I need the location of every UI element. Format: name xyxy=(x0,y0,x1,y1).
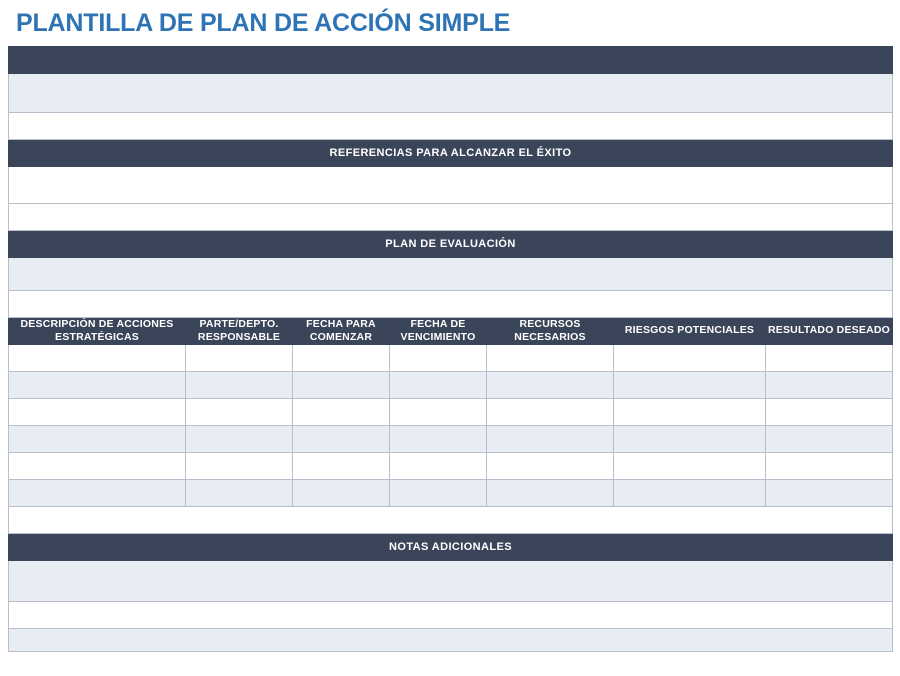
spacer xyxy=(9,112,893,139)
evaluation-plan-input[interactable] xyxy=(9,257,893,290)
input-row-notes xyxy=(9,560,893,601)
cell-description[interactable] xyxy=(9,452,186,479)
band-row-success xyxy=(9,139,893,166)
cell-responsible[interactable] xyxy=(186,452,293,479)
cell-start-date[interactable] xyxy=(293,452,390,479)
cell-description[interactable] xyxy=(9,479,186,506)
cell-risks[interactable] xyxy=(614,371,766,398)
cell-outcome[interactable] xyxy=(766,479,893,506)
input-row-evaluation xyxy=(9,257,893,290)
band-row-notes xyxy=(9,533,893,560)
spacer xyxy=(9,601,893,628)
cell-outcome[interactable] xyxy=(766,452,893,479)
cell-start-date[interactable] xyxy=(293,425,390,452)
cell-due-date[interactable] xyxy=(390,344,487,371)
cell-description[interactable] xyxy=(9,344,186,371)
page-title: PLANTILLA DE PLAN DE ACCIÓN SIMPLE xyxy=(16,9,511,37)
cell-outcome[interactable] xyxy=(766,344,893,371)
band-row-top xyxy=(9,46,893,73)
cell-outcome[interactable] xyxy=(766,398,893,425)
band-top-title xyxy=(9,46,893,73)
table-row xyxy=(9,452,893,479)
column-header-responsible: PARTE/DEPTO. RESPONSABLE xyxy=(186,317,293,344)
cell-start-date[interactable] xyxy=(293,398,390,425)
footer-input[interactable] xyxy=(9,628,893,651)
notes-input[interactable] xyxy=(9,560,893,601)
cell-responsible[interactable] xyxy=(186,479,293,506)
table-row xyxy=(9,479,893,506)
cell-due-date[interactable] xyxy=(390,479,487,506)
cell-start-date[interactable] xyxy=(293,371,390,398)
cell-due-date[interactable] xyxy=(390,452,487,479)
cell-description[interactable] xyxy=(9,425,186,452)
column-header-description: DESCRIPCIÓN DE ACCIONES ESTRATÉGICAS xyxy=(9,317,186,344)
cell-risks[interactable] xyxy=(614,425,766,452)
column-header-outcome: RESULTADO DESEADO xyxy=(766,317,893,344)
cell-resources[interactable] xyxy=(487,479,614,506)
cell-start-date[interactable] xyxy=(293,479,390,506)
cell-responsible[interactable] xyxy=(186,344,293,371)
cell-resources[interactable] xyxy=(487,425,614,452)
input-row-footer xyxy=(9,628,893,651)
column-header-resources: RECURSOS NECESARIOS xyxy=(487,317,614,344)
cell-resources[interactable] xyxy=(487,344,614,371)
cell-risks[interactable] xyxy=(614,479,766,506)
band-row-evaluation xyxy=(9,230,893,257)
cell-resources[interactable] xyxy=(487,398,614,425)
top-input-field[interactable] xyxy=(9,73,893,112)
cell-outcome[interactable] xyxy=(766,371,893,398)
cell-due-date[interactable] xyxy=(390,371,487,398)
spacer xyxy=(9,203,893,230)
cell-responsible[interactable] xyxy=(186,398,293,425)
cell-due-date[interactable] xyxy=(390,398,487,425)
column-header-risks: RIESGOS POTENCIALES xyxy=(614,317,766,344)
action-plan-sheet xyxy=(8,46,893,652)
band-success-references: REFERENCIAS PARA ALCANZAR EL ÉXITO xyxy=(9,139,893,166)
table-row xyxy=(9,371,893,398)
cell-responsible[interactable] xyxy=(186,371,293,398)
cell-due-date[interactable] xyxy=(390,425,487,452)
cell-risks[interactable] xyxy=(614,452,766,479)
band-additional-notes: NOTAS ADICIONALES xyxy=(9,533,893,560)
table-header-row xyxy=(9,317,893,344)
cell-outcome[interactable] xyxy=(766,425,893,452)
cell-risks[interactable] xyxy=(614,344,766,371)
table-row xyxy=(9,398,893,425)
input-row-success xyxy=(9,166,893,203)
cell-start-date[interactable] xyxy=(293,344,390,371)
cell-resources[interactable] xyxy=(487,452,614,479)
cell-resources[interactable] xyxy=(487,371,614,398)
column-header-start-date: FECHA PARA COMENZAR xyxy=(293,317,390,344)
success-references-input[interactable] xyxy=(9,166,893,203)
input-row-top xyxy=(9,73,893,112)
cell-description[interactable] xyxy=(9,371,186,398)
table-row xyxy=(9,344,893,371)
spacer xyxy=(9,506,893,533)
cell-description[interactable] xyxy=(9,398,186,425)
table-row xyxy=(9,425,893,452)
cell-responsible[interactable] xyxy=(186,425,293,452)
spacer xyxy=(9,290,893,317)
cell-risks[interactable] xyxy=(614,398,766,425)
band-evaluation-plan: PLAN DE EVALUACIÓN xyxy=(9,230,893,257)
column-header-due-date: FECHA DE VENCIMIENTO xyxy=(390,317,487,344)
